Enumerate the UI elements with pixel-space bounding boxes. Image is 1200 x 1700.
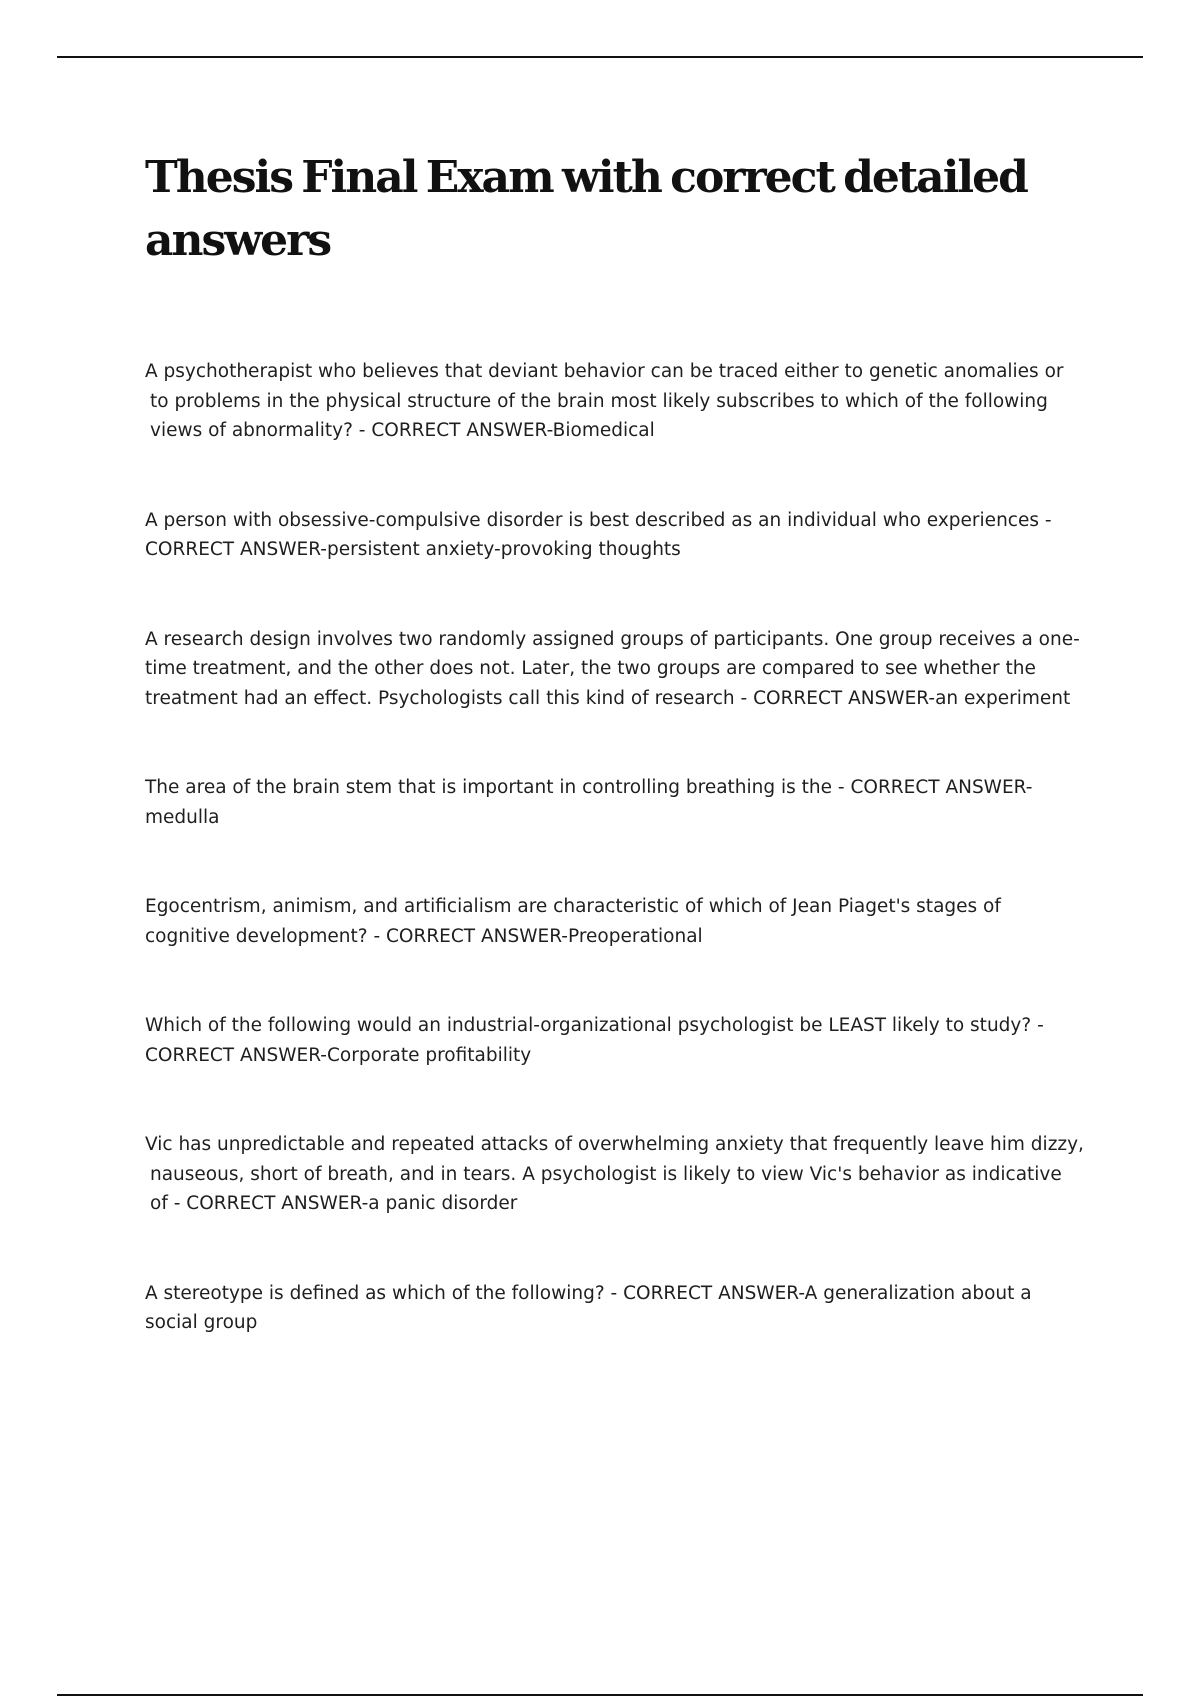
question-answer-list	[145, 357, 1085, 1338]
qa-item-2	[145, 506, 1085, 565]
question-text: Egocentrism, animism, and artificialism are characteristic of which of Jean Piaget's stages of cognitive development?	[145, 896, 1001, 947]
qa-item-1	[145, 357, 1085, 446]
header-rule	[57, 56, 1143, 58]
answer-text: Preoperational	[567, 925, 703, 947]
question-text: A person with obsessive-compulsive disorder is best described as an individual who experiences	[145, 509, 1039, 531]
answer-text: persistent anxiety-provoking thoughts	[326, 539, 681, 560]
question-text: A psychotherapist who believes that deviant behavior can be traced either to genetic anomalies or to problems in the physical structure of the brain most likely subscribes to which of the following views of abnormality?	[145, 361, 1064, 441]
answer-text: Biomedical	[552, 420, 655, 441]
qa-item-5	[145, 892, 1085, 951]
qa-item-6	[145, 1011, 1085, 1070]
answer-text: A generalization about a social group	[145, 1282, 1032, 1333]
qa-item-4	[145, 773, 1085, 832]
qa-item-7	[145, 1130, 1085, 1219]
answer-text: Corporate profitability	[326, 1044, 532, 1066]
qa-item-3	[145, 625, 1085, 714]
answer-separator: - CORRECT ANSWER-	[604, 1282, 805, 1304]
answer-separator: - CORRECT ANSWER-	[367, 925, 568, 947]
answer-separator: - CORRECT ANSWER-	[832, 777, 1033, 798]
answer-text: a panic disorder	[368, 1193, 518, 1214]
answer-text: medulla	[145, 806, 220, 828]
question-text: Vic has unpredictable and repeated attacks of overwhelming anxiety that frequently leave him dizzy, nauseous, short of breath, and in tears. A psychologist is likely to view Vic's behavior as indicative of	[145, 1134, 1084, 1214]
answer-separator: - CORRECT ANSWER-	[145, 509, 1052, 560]
document-title: Thesis Final Exam with correct detailed answers	[145, 152, 1027, 266]
question-text: A stereotype is defined as which of the following?	[145, 1282, 605, 1304]
question-text: Which of the following would an industrial-organizational psychologist be LEAST likely to study?	[145, 1015, 1032, 1036]
answer-separator: - CORRECT ANSWER-	[167, 1193, 369, 1214]
question-text: The area of the brain stem that is important in controlling breathing is the	[145, 777, 833, 798]
answer-separator: - CORRECT ANSWER-	[352, 420, 553, 441]
answer-text: an experiment	[935, 687, 1071, 709]
answer-separator: - CORRECT ANSWER-	[734, 687, 936, 709]
qa-item-8	[145, 1279, 1085, 1338]
answer-separator: - CORRECT ANSWER-	[145, 1015, 1044, 1066]
question-text: A research design involves two randomly assigned groups of participants. One group receives a one-time treatment, and the other does not. Later, the two groups are compared to see whether the treatment had an effect. Psychologists call this kind of research	[145, 628, 1080, 709]
footer-rule	[57, 1694, 1143, 1696]
